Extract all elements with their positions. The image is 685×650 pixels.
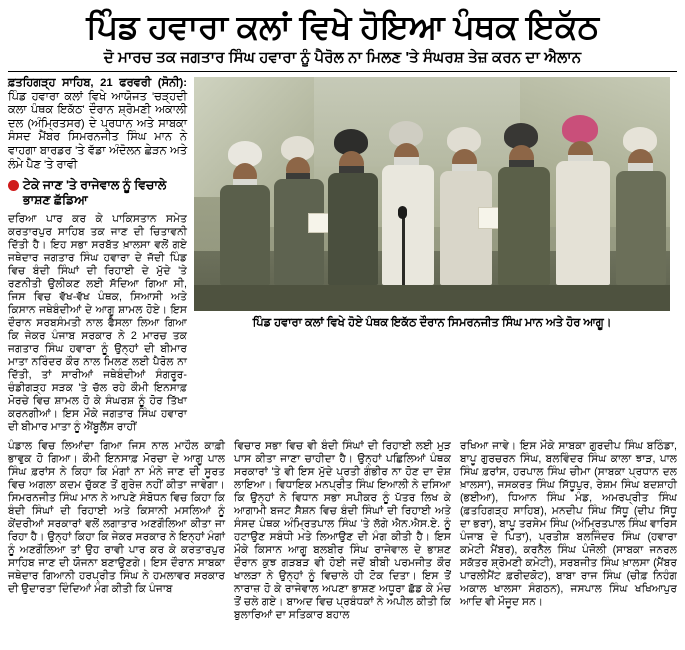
lead-paragraph	[8, 77, 187, 172]
article-column-3	[460, 440, 677, 622]
left-column-text: ਦਰਿਆ ਪਾਰ ਕਰ ਕੇ ਪਾਕਿਸਤਾਨ ਸਮੇਤ ਕਰਤਾਰਪੁਰ ਸਾਹਿਬ ਤਕ ਜਾਣ ਦੀ ਚਿਤਾਵਨੀ ਦਿੱਤੀ ਹੈ। ਇਹ ਸਭਾ ਸਰਬੱਤ ਖ਼ਾਲਸਾ ਵਲੋਂ ਗਏ ਜਥੇਦਾਰ ਜਗਤਾਰ ਸਿੰਘ ਹਵਾਰਾ ਦੇ ਜੱਦੀ ਪਿੰਡ ਵਿਚ ਬੰਦੀ ਸਿੰਘਾਂ ਦੀ ਰਿਹਾਈ ਦੇ ਮੁੱਦੇ 'ਤੇ ਰਣਨੀਤੀ ਉਲੀਕਣ ਲਈ ਸੱਦਿਆ ਗਿਆ ਸੀ, ਜਿਸ ਵਿਚ ਵੱਖ-ਵੱਖ ਪੰਥਕ, ਸਿਆਸੀ ਅਤੇ ਕਿਸਾਨ ਜਥੇਬੰਦੀਆਂ ਦੇ ਆਗੂ ਸ਼ਾਮਲ ਹੋਏ। ਇਸ ਦੌਰਾਨ ਸਰਬਸੰਮਤੀ ਨਾਲ ਫੈਸਲਾ ਲਿਆ ਗਿਆ ਕਿ ਜੇਕਰ ਪੰਜਾਬ ਸਰਕਾਰ ਨੇ 2 ਮਾਰਚ ਤਕ ਜਗਤਾਰ ਸਿੰਘ ਹਵਾਰਾ ਨੂੰ ਉਨ੍ਹਾਂ ਦੀ ਬੀਮਾਰ ਮਾਤਾ ਨਰਿੰਦਰ ਕੌਰ ਨਾਲ ਮਿਲਣ ਲਈ ਪੈਰੋਲ ਨਾ ਦਿੱਤੀ, ਤਾਂ ਸਾਰੀਆਂ ਜਥੇਬੰਦੀਆਂ ਸੰਗਰੂਰ-ਚੰਡੀਗੜ੍ਹ ਸੜਕ 'ਤੇ ਚੱਲ ਰਹੇ ਕੌਮੀ ਇਨਸਾਫ਼ ਮੋਰਚੇ ਵਿਚ ਸ਼ਾਮਲ ਹੋ ਕੇ ਸੰਘਰਸ਼ ਨੂੰ ਹੋਰ ਤਿੱਖਾ ਕਰਨਗੀਆਂ। ਇਸ ਮੌਕੇ ਜਗਤਾਰ ਸਿੰਘ ਹਵਾਰਾ ਦੀ ਬੀਮਾਰ ਮਾਤਾ ਨੂੰ ਐਂਬੂਲੈਂਸ ਰਾਹੀਂ	[8, 213, 187, 434]
body-shape	[382, 165, 434, 285]
lead-column	[8, 77, 194, 434]
sub-headline: ਦੋ ਮਾਰਚ ਤਕ ਜਗਤਾਰ ਸਿੰਘ ਹਵਾਰਾ ਨੂੰ ਪੈਰੋਲ ਨਾ ਮਿਲਣ 'ਤੇ ਸੰਘਰਸ਼ ਤੇਜ਼ ਕਰਨ ਦਾ ਐਲਾਨ	[103, 49, 582, 66]
photo-stage-front	[194, 285, 670, 311]
column-1-text: ਪੰਡਾਲ ਵਿਚ ਲਿਆਂਦਾ ਗਿਆ ਜਿਸ ਨਾਲ ਮਾਹੌਲ ਕਾਫ਼ੀ ਭਾਵੁਕ ਹੋ ਗਿਆ। ਕੌਮੀ ਇਨਸਾਫ਼ ਮੋਰਚਾ ਦੇ ਆਗੂ ਪਾਲ ਸਿੰਘ ਫ਼ਰਾਂਸ ਨੇ ਕਿਹਾ ਕਿ ਮੰਗਾਂ ਨਾ ਮੰਨੇ ਜਾਣ ਦੀ ਸੂਰਤ ਵਿਚ ਅਗਲਾ ਕਦਮ ਚੁੱਕਣ ਤੋਂ ਗੁਰੇਜ਼ ਨਹੀਂ ਕੀਤਾ ਜਾਵੇਗਾ। ਸਿਮਰਨਜੀਤ ਸਿੰਘ ਮਾਨ ਨੇ ਆਪਣੇ ਸੰਬੋਧਨ ਵਿਚ ਕਿਹਾ ਕਿ ਬੰਦੀ ਸਿੰਘਾਂ ਦੀ ਰਿਹਾਈ ਅਤੇ ਕਿਸਾਨੀ ਮਸਲਿਆਂ ਨੂੰ ਕੇਂਦਰੀਆਂ ਸਰਕਾਰਾਂ ਵਲੋਂ ਲਗਾਤਾਰ ਅਣਗੌਲਿਆ ਕੀਤਾ ਜਾ ਰਿਹਾ ਹੈ। ਉਨ੍ਹਾਂ ਕਿਹਾ ਕਿ ਜੇਕਰ ਸਰਕਾਰ ਨੇ ਇਨ੍ਹਾਂ ਮੰਗਾਂ ਨੂੰ ਅਣਗੌਲਿਆ ਤਾਂ ਉਹ ਰਾਵੀ ਪਾਰ ਕਰ ਕੇ ਕਰਤਾਰਪੁਰ ਸਾਹਿਬ ਜਾਣ ਦੀ ਯੋਜਨਾ ਬਣਾਉਣਗੇ। ਇਸ ਦੌਰਾਨ ਸਾਬਕਾ ਜਥੇਦਾਰ ਗਿਆਨੀ ਹਰਪ੍ਰੀਤ ਸਿੰਘ ਨੇ ਹਮਲਾਵਰ ਸਰਕਾਰ ਦੀ ਉਦਾਰਤਾ ਦਿੰਦਿਆਂ ਮੰਗ ਕੀਤੀ ਕਿ ਪੰਜਾਬ	[8, 440, 225, 596]
bullet-dot-icon	[8, 180, 19, 191]
microphone-stand	[402, 215, 405, 285]
turban-icon	[562, 115, 598, 143]
photo-block	[194, 77, 670, 334]
stage-photo	[194, 77, 670, 311]
top-area	[8, 77, 677, 434]
body-shape	[220, 185, 270, 285]
sub-headline-bullet-row	[8, 178, 187, 208]
lead-text: ਪਿੰਡ ਹਵਾਰਾ ਕਲਾਂ ਵਿਖੇ ਆਯੋਜਤ 'ਚੜ੍ਹਦੀ ਕਲਾ ਪੰਥਕ ਇਕੱਠ' ਦੌਰਾਨ ਸ਼੍ਰੋਮਣੀ ਅਕਾਲੀ ਦਲ (ਅੰਮ੍ਰਿਤਸਰ) ਦੇ ਪ੍ਰਧਾਨ ਅਤੇ ਸਾਬਕਾ ਸੰਸਦ ਮੈਂਬਰ ਸਿਮਰਨਜੀਤ ਸਿੰਘ ਮਾਨ ਨੇ ਵਾਹਗਾ ਬਾਰਡਰ 'ਤੇ ਵੱਡਾ ਅੰਦੋਲਨ ਛੇੜਨ ਅਤੇ ਲੰਮੇ ਪੈਣ 'ਤੇ ਰਾਵੀ	[8, 90, 187, 171]
column-2-text: ਵਿਚਾਰ ਸਭਾ ਵਿਚ ਵੀ ਬੰਦੀ ਸਿੰਘਾਂ ਦੀ ਰਿਹਾਈ ਲਈ ਮੁੜ ਪਾਸ ਕੀਤਾ ਜਾਣਾ ਚਾਹੀਦਾ ਹੈ। ਉਨ੍ਹਾਂ ਪਛਿਲਿਆਂ ਪੰਥਕ ਸਰਕਾਰਾਂ 'ਤੇ ਵੀ ਇਸ ਮੁੱਦੇ ਪ੍ਰਤੀ ਗੰਭੀਰ ਨਾ ਹੋਣ ਦਾ ਦੋਸ਼ ਲਾਇਆ। ਵਿਧਾਇਕ ਮਨਪ੍ਰੀਤ ਸਿੰਘ ਇਆਲੀ ਨੇ ਦਸਿਆ ਕਿ ਉਨ੍ਹਾਂ ਨੇ ਵਿਧਾਨ ਸਭਾ ਸਪੀਕਰ ਨੂੰ ਪੱਤਰ ਲਿਖ ਕੇ ਆਗਾਮੀ ਬਜਟ ਸੈਸ਼ਨ ਵਿਚ ਬੰਦੀ ਸਿੰਘਾਂ ਦੀ ਰਿਹਾਈ ਅਤੇ ਸੰਸਦ ਪੰਥਕ ਅੰਮ੍ਰਿਤਪਾਲ ਸਿੰਘ 'ਤੇ ਲੱਗੇ ਐਨ.ਐਸ.ਏ. ਨੂੰ ਹਟਾਉਣ ਸਬੰਧੀ ਮਤੇ ਲਿਆਉਣ ਦੀ ਮੰਗ ਕੀਤੀ ਹੈ। ਇਸ ਮੌਕੇ ਕਿਸਾਨ ਆਗੂ ਬਲਬੀਰ ਸਿੰਘ ਰਾਜੇਵਾਲ ਦੇ ਭਾਸ਼ਣ ਦੌਰਾਨ ਕੁਝ ਗੜਬੜ ਵੀ ਹੋਈ ਜਦੋਂ ਬੀਬੀ ਪਰਮਜੀਤ ਕੌਰ ਖਾਲੜਾ ਨੇ ਉਨ੍ਹਾਂ ਨੂੰ ਵਿਚਾਲੇ ਹੀ ਟੋਕ ਦਿਤਾ। ਇਸ ਤੋਂ ਨਾਰਾਜ਼ ਹੋ ਕੇ ਰਾਜੇਵਾਲ ਅਪਣਾ ਭਾਸ਼ਣ ਅਧੂਰਾ ਛੱਡ ਕੇ ਮੰਚ ਤੋਂ ਚਲੇ ਗਏ। ਬਾਅਦ ਵਿਚ ਪ੍ਰਬੰਧਕਾਂ ਨੇ ਅਪੀਲ ਕੀਤੀ ਕਿ ਬੁਲਾਰਿਆਂ ਦਾ ਸਤਿਕਾਰ ਬਹਾਲ	[234, 440, 451, 622]
body-shape	[556, 161, 610, 285]
dateline: ਫ਼ਤਹਿਗੜ੍ਹ ਸਾਹਿਬ, 21 ਫਰਵਰੀ (ਸੋਨੀ):	[8, 77, 187, 89]
left-column-body	[8, 213, 187, 434]
sub-headline-bullet-text: ਟੇਕੇ ਜਾਣ 'ਤੇ ਰਾਜੇਵਾਲ ਨੂੰ ਵਿਚਾਲੇ ਭਾਸ਼ਣ ਛੱਡਿਆ	[23, 178, 167, 208]
lower-columns	[8, 440, 677, 622]
article-column-2	[234, 440, 451, 622]
body-shape	[498, 167, 550, 285]
photo-caption: ਪਿੰਡ ਹਵਾਰਾ ਕਲਾਂ ਵਿਖੇ ਹੋਏ ਪੰਥਕ ਇਕੱਠ ਦੌਰਾਨ ਸਿਮਰਨਜੀਤ ਸਿੰਘ ਮਾਨ ਅਤੇ ਹੋਰ ਆਗੂ।	[252, 317, 612, 329]
column-3-text: ਰਖਿਆ ਜਾਵੇ। ਇਸ ਮੌਕੇ ਸਾਬਕਾ ਗੁਰਦੀਪ ਸਿੰਘ ਬਠਿੰਡਾ, ਬਾਪੂ ਗੁਰਚਰਨ ਸਿੰਘ, ਬਲਵਿੰਦਰ ਸਿੰਘ ਕਾਲਾ ਝਾੜ, ਪਾਲ ਸਿੰਘ ਫ਼ਰਾਂਸ, ਹਰਪਾਲ ਸਿੰਘ ਚੀਮਾ (ਸਾਬਕਾ ਪ੍ਰਧਾਨ ਦਲ ਖ਼ਾਲਸਾ), ਜਸਕਰਤ ਸਿੰਘ ਸਿੱਧੂਪੁਰ, ਰੇਸ਼ਮ ਸਿੰਘ ਬਦਸ਼ਾਹੀ (ਭਈਆ), ਧਿਆਨ ਸਿੰਘ ਮੰਡ, ਅਮਰਪ੍ਰੀਤ ਸਿੰਘ (ਫ਼ਤਹਿਗੜ੍ਹ ਸਾਹਿਬ), ਮਨਦੀਪ ਸਿੰਘ ਸਿੱਧੂ (ਦੀਪ ਸਿੱਧੂ ਦਾ ਭਰਾ), ਬਾਪੂ ਤਰਸੇਮ ਸਿੰਘ (ਅੰਮ੍ਰਿਤਪਾਲ ਸਿੰਘ ਵਾਰਿਸ ਪੰਜਾਬ ਦੇ ਪਿਤਾ), ਪ੍ਰਤੀਸ਼ ਬਲਜਿੰਦਰ ਸਿੰਘ (ਹਵਾਰਾ ਕਮੇਟੀ ਮੈਂਬਰ), ਕਰਨੈਲ ਸਿੰਘ ਪੰਜੋਲੀ (ਸਾਬਕਾ ਜਨਰਲ ਸਕੱਤਰ ਸ਼੍ਰੋਮਣੀ ਕਮੇਟੀ), ਸਰਬਜੀਤ ਸਿੰਘ ਖ਼ਾਲਸਾ (ਮੈਂਬਰ ਪਾਰਲੀਮੈਂਟ ਫ਼ਰੀਦਕੋਟ), ਬਾਬਾ ਰਾਜ ਸਿੰਘ (ਚੀਫ਼ ਨਿਹੰਗ ਅਕਾਲ ਖਾਲਸਾ ਸੰਗਠਨ), ਜਸਪਾਲ ਸਿੰਘ ਖਖਿਆਪੁਰ ਆਦਿ ਵੀ ਮੌਜੂਦ ਸਨ।	[460, 440, 677, 609]
body-shape	[616, 171, 666, 285]
page-title: ਪਿੰਡ ਹਵਾਰਾ ਕਲਾਂ ਵਿਖੇ ਹੋਇਆ ਪੰਥਕ ਇਕੱਠ	[86, 8, 599, 45]
body-shape	[328, 173, 378, 285]
microphone-icon	[398, 206, 407, 219]
divider	[8, 71, 677, 72]
article-column-1	[8, 440, 225, 622]
